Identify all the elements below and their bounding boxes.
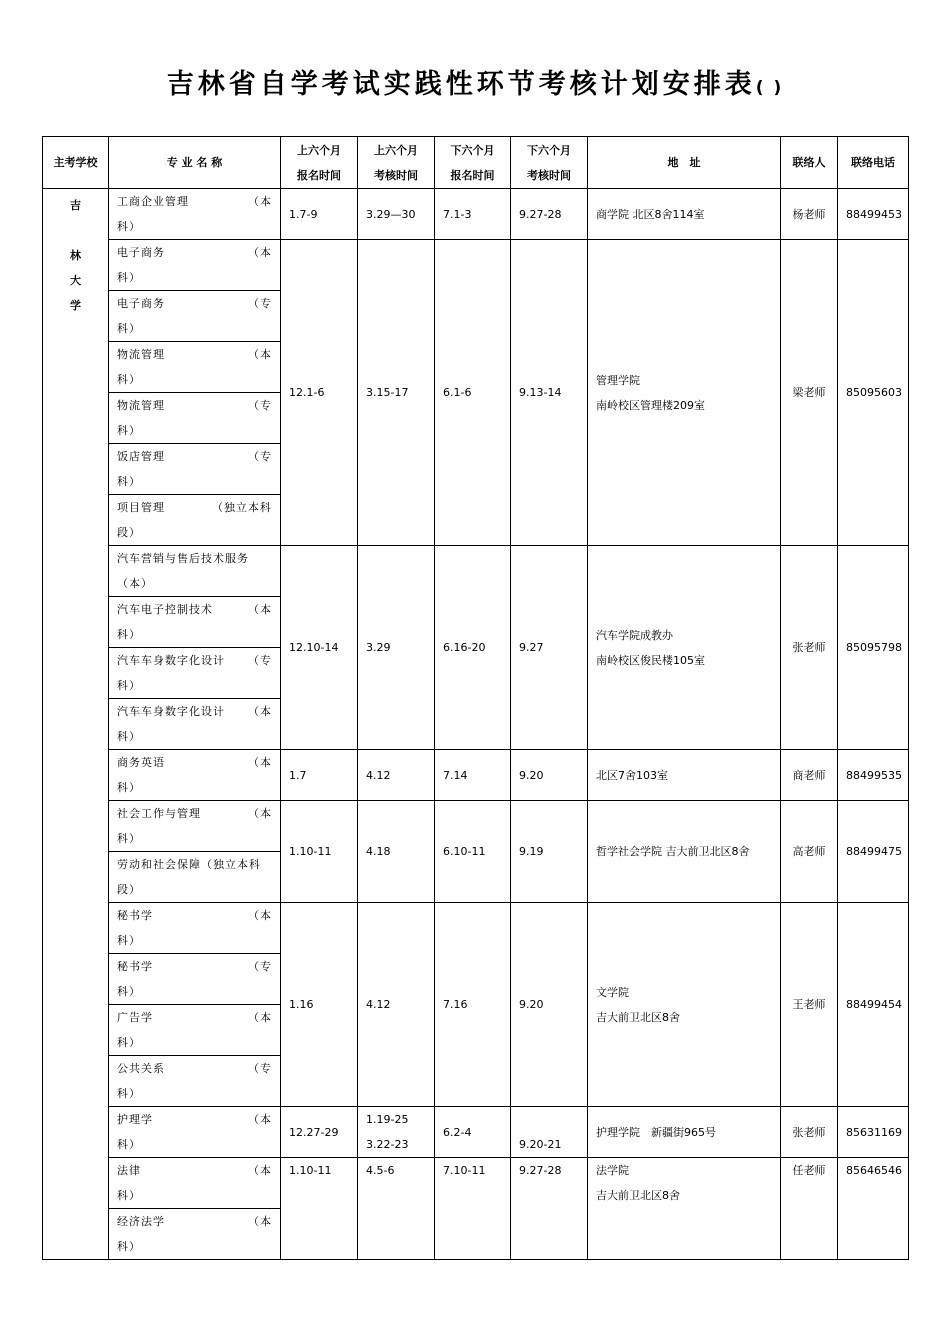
header-h1-reg [281, 137, 358, 189]
header-h1-exam [358, 137, 435, 189]
address-line1: 哲学社会学院 吉大前卫北区8舍 [596, 845, 750, 858]
major-cell [109, 1107, 281, 1158]
table-row [43, 1158, 909, 1209]
major-level-tag: （本 [248, 909, 272, 922]
h1-exam-cell: 4.12 [358, 750, 435, 801]
h1-exam-cell: 3.29—30 [358, 189, 435, 240]
h2-exam-cell: 9.27-28 [511, 189, 588, 240]
address-cell [588, 903, 781, 1107]
major-cell [109, 1056, 281, 1107]
major-level-tail: 科） [117, 985, 141, 998]
major-level-tail: 科） [117, 1036, 141, 1049]
major-level-tail: 科） [117, 628, 141, 641]
table-row [43, 240, 909, 291]
address-line2: 吉大前卫北区8舍 [596, 1010, 680, 1024]
major-level-tag: （本 [248, 1215, 272, 1228]
title-text: 吉林省自学考试实践性环节考核计划安排表 [166, 69, 756, 100]
major-level-tail: 科） [117, 424, 141, 437]
contact-cell: 张老师 [781, 546, 838, 750]
phone-cell: 88499453 [838, 189, 909, 240]
h2-exam-cell: 9.20 [511, 903, 588, 1107]
major-level-tail: 科） [117, 679, 141, 692]
h1-reg-cell: 1.10-11 [281, 801, 358, 903]
header-h2-exam [511, 137, 588, 189]
address-cell [588, 240, 781, 546]
major-level-tail: 科） [117, 322, 141, 335]
major-level-tail: 段） [117, 526, 141, 539]
table-row [43, 903, 909, 954]
header-major: 专 业 名 称 [109, 137, 281, 189]
major-name: 物流管理 [117, 348, 165, 361]
major-cell [109, 699, 281, 750]
school-char: 学 [70, 299, 81, 312]
header-contact: 联络人 [781, 137, 838, 189]
h1-exam-cell: 3.29 [358, 546, 435, 750]
school-cell [43, 189, 109, 1260]
h2-exam-cell: 9.20-21 [511, 1107, 588, 1158]
major-name: 护理学 [117, 1113, 153, 1126]
header-h1-exam-a: 上六个月 [374, 143, 418, 157]
major-cell [109, 1209, 281, 1260]
major-level-tag: （本 [248, 246, 272, 259]
major-cell [109, 546, 281, 597]
h2-reg-cell: 6.16-20 [435, 546, 511, 750]
address-line2: 吉大前卫北区8舍 [596, 1189, 680, 1202]
major-level-tag: （专 [248, 399, 272, 412]
header-h2-reg-a: 下六个月 [450, 143, 495, 157]
h1-reg-cell: 1.16 [281, 903, 358, 1107]
major-level-tail: 科） [117, 832, 141, 845]
major-level-tag: （本 [248, 807, 272, 820]
address-line1: 护理学院 新疆街965号 [596, 1125, 716, 1139]
major-name: 商务英语 [117, 756, 165, 769]
major-name: 劳动和社会保障（独立本科 [117, 858, 261, 871]
h1-reg-cell: 12.27-29 [281, 1107, 358, 1158]
address-line1: 北区7舍103室 [596, 768, 668, 782]
table-row [43, 546, 909, 597]
major-level-tail: 科） [117, 781, 141, 794]
major-name: 项目管理 [117, 501, 165, 514]
major-level-tag: （专 [248, 297, 272, 310]
major-level-tag: （专 [248, 960, 272, 973]
major-cell [109, 393, 281, 444]
major-level-tag: （本 [248, 756, 272, 769]
header-h2-exam-a: 下六个月 [527, 143, 571, 157]
phone-cell: 85631169 [838, 1107, 909, 1158]
h1-exam-cell: 4.12 [358, 903, 435, 1107]
address-cell [588, 546, 781, 750]
major-name: 汽车营销与售后技术服务 [117, 552, 249, 565]
address-cell [588, 801, 781, 903]
address-line2: 南岭校区管理楼209室 [596, 398, 705, 412]
contact-cell: 张老师 [781, 1107, 838, 1158]
major-level-tail: 科） [117, 934, 141, 947]
major-level-tail: 科） [117, 373, 141, 386]
major-level-tag: （本 [248, 1164, 272, 1177]
major-cell [109, 597, 281, 648]
table-row [43, 801, 909, 852]
header-h1-reg-b: 报名时间 [297, 168, 341, 182]
major-level-tag: （本 [248, 1011, 272, 1024]
major-level-tail: 段） [117, 883, 141, 896]
address-cell [588, 1107, 781, 1158]
h2-reg-cell: 7.14 [435, 750, 511, 801]
header-h2-reg-b: 报名时间 [450, 168, 495, 182]
h2-exam-cell: 9.20 [511, 750, 588, 801]
table-row [43, 1107, 909, 1158]
major-name: 电子商务 [117, 297, 165, 310]
major-level-tag: （独立本科 [212, 501, 272, 514]
major-name: 电子商务 [117, 246, 165, 259]
major-level-tail: 科） [117, 271, 141, 284]
school-char: 林 [70, 249, 81, 262]
major-cell [109, 954, 281, 1005]
school-char: 大 [70, 274, 81, 287]
major-name: 广告学 [117, 1011, 153, 1024]
major-name: 饭店管理 [117, 450, 165, 463]
page-title [0, 62, 950, 101]
major-level-tag: （本 [248, 603, 272, 616]
major-level-tag: （本 [248, 195, 272, 208]
contact-cell: 杨老师 [781, 189, 838, 240]
major-level-tag: （专 [248, 654, 272, 667]
major-cell [109, 444, 281, 495]
major-name: 秘书学 [117, 909, 153, 922]
major-level-tail: （本） [117, 577, 153, 590]
major-name: 汽车车身数字化设计 [117, 705, 225, 718]
major-cell [109, 1005, 281, 1056]
major-level-tail: 科） [117, 1189, 141, 1202]
major-level-tail: 科） [117, 220, 141, 233]
schedule-table [42, 136, 909, 1260]
h2-reg-cell: 6.10-11 [435, 801, 511, 903]
address-line1: 文学院 [596, 985, 629, 999]
major-name: 经济法学 [117, 1215, 165, 1228]
h1-exam-line1: 1.19-25 [366, 1113, 409, 1126]
major-level-tail: 科） [117, 475, 141, 488]
phone-cell: 88499535 [838, 750, 909, 801]
major-name: 秘书学 [117, 960, 153, 973]
h2-reg-cell: 6.2-4 [435, 1107, 511, 1158]
major-cell [109, 903, 281, 954]
header-phone: 联络电话 [838, 137, 909, 189]
header-address: 地 址 [588, 137, 781, 189]
major-cell [109, 648, 281, 699]
address-line2: 南岭校区俊民楼105室 [596, 653, 705, 667]
header-school: 主考学校 [43, 137, 109, 189]
major-level-tail: 科） [117, 1138, 141, 1151]
header-h2-reg [435, 137, 511, 189]
phone-cell: 85095798 [838, 546, 909, 750]
h1-exam-cell: 4.5-6 [358, 1158, 435, 1260]
major-cell [109, 342, 281, 393]
address-line1: 汽车学院成教办 [596, 628, 673, 642]
address-cell [588, 189, 781, 240]
contact-cell: 商老师 [781, 750, 838, 801]
major-cell [109, 750, 281, 801]
header-h2-exam-b: 考核时间 [527, 168, 571, 182]
major-cell [109, 1158, 281, 1209]
major-level-tail: 科） [117, 1240, 141, 1253]
major-level-tag: （本 [248, 1113, 272, 1126]
major-cell [109, 495, 281, 546]
address-cell [588, 1158, 781, 1260]
major-level-tail: 科） [117, 730, 141, 743]
contact-cell: 梁老师 [781, 240, 838, 546]
header-h1-reg-a: 上六个月 [297, 143, 341, 157]
phone-cell: 88499475 [838, 801, 909, 903]
h1-reg-cell: 1.7-9 [281, 189, 358, 240]
header-row [43, 137, 909, 189]
phone-cell: 85646546 [838, 1158, 909, 1260]
contact-cell: 高老师 [781, 801, 838, 903]
school-char: 吉 [70, 199, 81, 212]
address-line1: 商学院 北区8舍114室 [596, 207, 705, 221]
h2-exam-cell: 9.13-14 [511, 240, 588, 546]
h1-exam-cell [358, 1107, 435, 1158]
major-level-tag: （本 [248, 705, 272, 718]
h2-reg-cell: 6.1-6 [435, 240, 511, 546]
address-line1: 管理学院 [596, 373, 640, 387]
table-row [43, 189, 909, 240]
address-line1: 法学院 [596, 1164, 629, 1177]
major-cell [109, 240, 281, 291]
address-cell [588, 750, 781, 801]
contact-cell: 王老师 [781, 903, 838, 1107]
table-row [43, 750, 909, 801]
phone-cell: 88499454 [838, 903, 909, 1107]
major-name: 汽车车身数字化设计 [117, 654, 225, 667]
major-name: 法律 [117, 1164, 141, 1177]
h1-exam-cell: 4.18 [358, 801, 435, 903]
major-level-tag: （本 [248, 348, 272, 361]
major-cell [109, 852, 281, 903]
major-cell [109, 801, 281, 852]
major-level-tag: （专 [248, 1062, 272, 1075]
phone-cell: 85095603 [838, 240, 909, 546]
major-name: 公共关系 [117, 1062, 165, 1075]
major-level-tail: 科） [117, 1087, 141, 1100]
major-name: 汽车电子控制技术 [117, 603, 213, 616]
contact-cell: 任老师 [781, 1158, 838, 1260]
h2-reg-cell: 7.1-3 [435, 189, 511, 240]
h2-reg-cell: 7.16 [435, 903, 511, 1107]
h1-reg-cell: 12.1-6 [281, 240, 358, 546]
h1-exam-cell: 3.15-17 [358, 240, 435, 546]
major-cell [109, 189, 281, 240]
major-level-tag: （专 [248, 450, 272, 463]
h2-exam-cell: 9.19 [511, 801, 588, 903]
major-name: 物流管理 [117, 399, 165, 412]
h1-reg-cell: 1.10-11 [281, 1158, 358, 1260]
header-h1-exam-b: 考核时间 [374, 168, 418, 182]
h1-exam-line2: 3.22-23 [366, 1138, 409, 1151]
h2-reg-cell: 7.10-11 [435, 1158, 511, 1260]
major-name: 社会工作与管理 [117, 807, 201, 820]
h1-reg-cell: 1.7 [281, 750, 358, 801]
h1-reg-cell: 12.10-14 [281, 546, 358, 750]
h2-exam-cell: 9.27-28 [511, 1158, 588, 1260]
major-cell [109, 291, 281, 342]
h2-exam-cell: 9.27 [511, 546, 588, 750]
major-name: 工商企业管理 [117, 195, 189, 208]
title-suffix: ( ) [755, 78, 784, 98]
